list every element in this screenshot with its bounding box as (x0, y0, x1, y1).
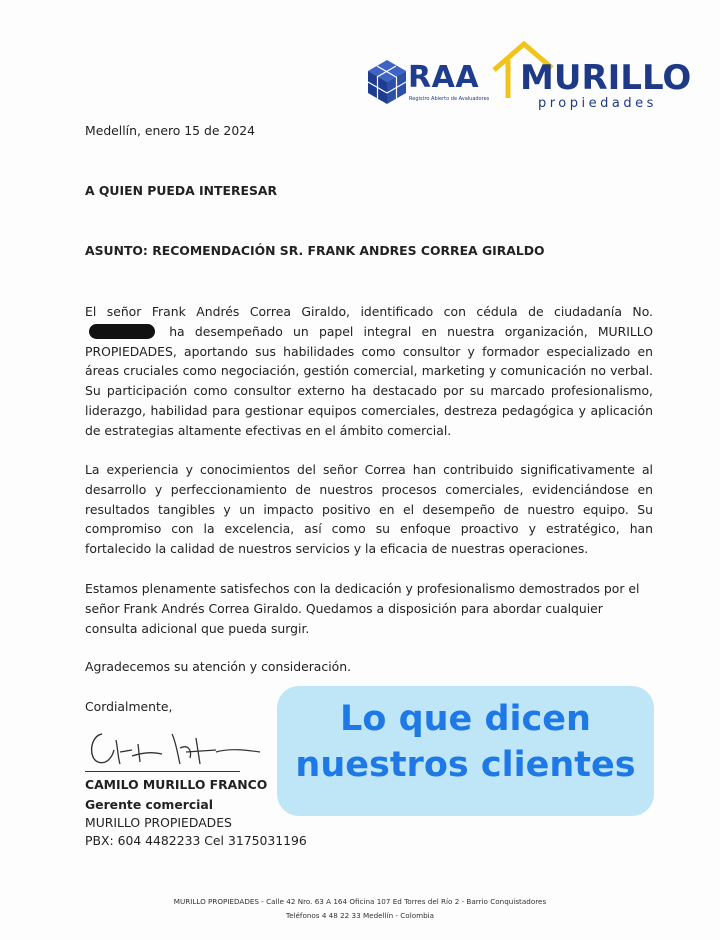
paragraph-1 (85, 302, 653, 441)
badge-line-2: nuestros clientes (295, 745, 636, 785)
raa-logo-text: RAA (408, 60, 480, 95)
redacted-id-number (89, 324, 155, 339)
footer-address: MURILLO PROPIEDADES - Calle 42 Nro. 63 A 164 Oficina 107 Ed Torres del Río 2 - Barrio Conquistadores (173, 897, 547, 906)
signature-rule (85, 771, 240, 772)
murillo-logo-text: MURILLO (520, 58, 692, 98)
signer-company: MURILLO PROPIEDADES (85, 815, 232, 830)
murillo-logo-tagline: propiedades (538, 96, 657, 111)
raa-cube-icon (366, 58, 408, 106)
place-date: Medellín, enero 15 de 2024 (85, 123, 255, 138)
closing-line: Cordialmente, (85, 699, 173, 714)
paragraph-3: Estamos plenamente satisfechos con la dedicación y profesionalismo demostrados por el señor Frank Andrés Correa Giraldo. Quedamos a disposición para abordar cualquier consulta adicional que pueda surgir. (85, 581, 640, 636)
testimonial-badge-text (277, 696, 654, 788)
signer-phones: PBX: 604 4482233 Cel 3175031196 (85, 833, 307, 848)
paragraph-2: La experiencia y conocimientos del señor Correa han contribuido significativamente al desarrollo y perfeccionamiento de nuestros procesos comerciales, evidenciándose en resultados tangibles y un impacto positivo en el desempeño de nuestro equipo. Su compromiso con la excelencia, así como su enfoque proactivo y estratégico, han fortalecido la calidad de nuestros servicios y la eficacia de nuestras operaciones. (85, 462, 653, 557)
signer-name: CAMILO MURILLO FRANCO (85, 777, 268, 792)
subject-line: ASUNTO: RECOMENDACIÓN SR. FRANK ANDRES CORREA GIRALDO (85, 243, 545, 258)
badge-line-1: Lo que dicen (340, 699, 591, 739)
paragraph-1-start: El señor Frank Andrés Correa Giraldo, identificado con cédula de ciudadanía No. (85, 304, 653, 319)
raa-logo-tagline: Registro Abierto de Avaluadores (409, 96, 490, 102)
signer-title: Gerente comercial (85, 797, 214, 812)
murillo-logo (490, 40, 690, 112)
handwritten-signature (84, 722, 264, 772)
raa-logo (366, 58, 490, 110)
paragraph-1-rest: ha desempeñado un papel integral en nuestra organización, MURILLO PROPIEDADES, aportando sus habilidades como consultor y formador especializado en áreas cruciales como negociación, gestión comercial, marketing y comunicación no verbal. Su participación como consultor externo ha destacado por su marcado profesionalismo, liderazgo, habilidad para gestionar equipos comerciales, destreza pedagógica y aplicación de estrategias altamente efectivas en el ámbito comercial. (85, 323, 653, 438)
thanks-line: Agradecemos su atención y consideración. (85, 659, 352, 674)
footer-phones: Teléfonos 4 48 22 33 Medellín - Colombia (285, 911, 435, 920)
addressee: A QUIEN PUEDA INTERESAR (85, 183, 278, 198)
